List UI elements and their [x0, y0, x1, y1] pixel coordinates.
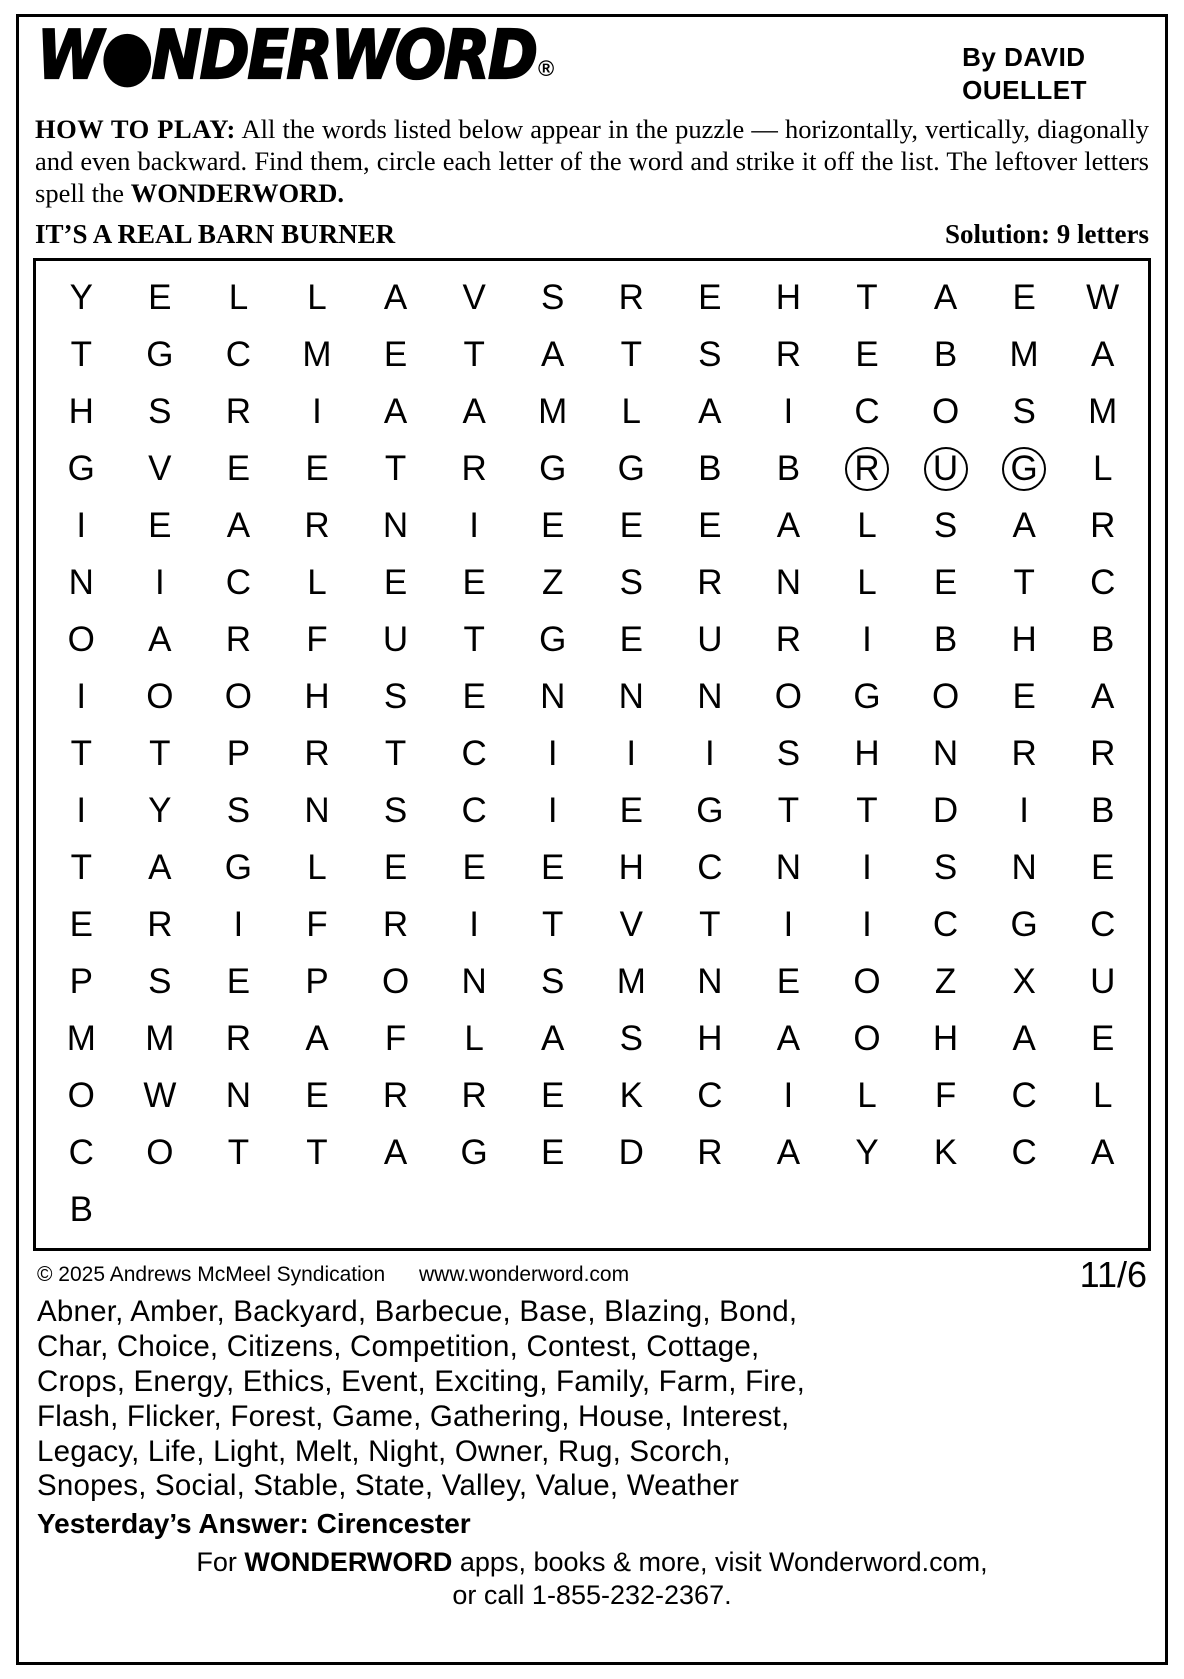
grid-cell[interactable]: O: [67, 1076, 95, 1116]
header: [33, 16, 1151, 106]
grid-cell[interactable]: R: [461, 1076, 487, 1116]
grid-cell[interactable]: E: [462, 677, 486, 717]
grid-cell[interactable]: E: [69, 905, 93, 945]
grid-cell[interactable]: A: [148, 848, 172, 888]
grid-cell[interactable]: Y: [148, 791, 172, 831]
grid-cell[interactable]: S: [619, 1019, 643, 1059]
grid-cell[interactable]: O: [931, 392, 960, 432]
grid-cell[interactable]: G: [696, 791, 724, 831]
grid-cell[interactable]: A: [383, 392, 408, 432]
grid-cell[interactable]: B: [698, 449, 722, 489]
grid-cell[interactable]: A: [1091, 335, 1115, 375]
grid-cell[interactable]: R: [828, 442, 907, 495]
grid-cell[interactable]: H: [1011, 620, 1037, 660]
grid-cell[interactable]: I: [862, 848, 872, 888]
grid-cell[interactable]: O: [381, 962, 410, 1002]
grid-cell[interactable]: G: [460, 1133, 488, 1173]
grid-cell[interactable]: N: [225, 1076, 252, 1116]
yesterdays-answer: Yesterday’s Answer: Cirencester: [37, 1508, 471, 1540]
grid-cell[interactable]: T: [699, 905, 721, 945]
grid-cell[interactable]: S: [226, 791, 251, 831]
grid-cell[interactable]: H: [697, 1019, 723, 1059]
grid-cell[interactable]: V: [462, 278, 486, 318]
grid-cell[interactable]: P: [69, 962, 93, 1002]
footer-post: apps, books & more, visit Wonderword.com,: [452, 1547, 988, 1578]
grid-cell[interactable]: X: [1012, 962, 1036, 1002]
grid-cell[interactable]: M: [66, 1019, 96, 1059]
footer-line-2: or call 1-855-232-2367.: [452, 1579, 732, 1610]
grid-cell[interactable]: N: [775, 563, 802, 603]
grid-cell[interactable]: O: [146, 1133, 174, 1173]
grid-cell[interactable]: C: [225, 335, 252, 375]
grid-cell[interactable]: N: [540, 677, 566, 717]
grid-cell[interactable]: R: [1090, 506, 1116, 546]
puzzle-subheader: [35, 219, 1149, 250]
grid-cell[interactable]: G: [146, 335, 174, 375]
grid-cell[interactable]: I: [783, 905, 794, 945]
grid-cell[interactable]: T: [306, 1133, 328, 1173]
wonderword-logo: W●NDERWORD: [37, 16, 536, 95]
grid-cell[interactable]: E: [698, 506, 722, 546]
grid-cell[interactable]: B: [1091, 620, 1115, 660]
grid-cell[interactable]: T: [777, 791, 800, 831]
grid-cell[interactable]: S: [148, 392, 172, 432]
footer: [33, 1546, 1151, 1611]
grid-cell[interactable]: H: [304, 677, 330, 717]
grid-cell[interactable]: W: [1086, 278, 1120, 318]
grid-cell[interactable]: A: [776, 1133, 801, 1173]
grid-cell[interactable]: R: [1090, 734, 1116, 774]
grid-cell[interactable]: I: [233, 905, 244, 945]
grid-cell[interactable]: E: [148, 506, 172, 546]
grid-cell[interactable]: S: [933, 506, 958, 546]
grid-cell[interactable]: F: [384, 1019, 407, 1059]
grid-cell[interactable]: O: [224, 677, 253, 717]
grid-cell[interactable]: O: [853, 962, 881, 1002]
word-list-line: Char, Choice, Citizens, Competition, Contest, Cottage,: [37, 1330, 760, 1364]
grid-cell[interactable]: E: [1012, 677, 1036, 717]
grid-cell[interactable]: S: [698, 335, 722, 375]
grid-cell[interactable]: S: [383, 791, 408, 831]
letter-grid[interactable]: [42, 271, 1142, 1236]
grid-cell[interactable]: U: [697, 620, 723, 660]
grid-cell[interactable]: L: [307, 278, 327, 318]
grid-cell[interactable]: T: [1013, 563, 1035, 603]
grid-cell[interactable]: M: [302, 335, 332, 375]
word-list-line: Flash, Flicker, Forest, Game, Gathering, House, Interest,: [37, 1399, 790, 1433]
grid-cell[interactable]: S: [541, 278, 565, 318]
grid-cell[interactable]: E: [541, 506, 565, 546]
grid-cell[interactable]: S: [383, 677, 408, 717]
grid-cell[interactable]: R: [304, 506, 330, 546]
letter-grid-container: [33, 258, 1151, 1251]
grid-cell[interactable]: R: [382, 1076, 409, 1116]
grid-cell[interactable]: A: [776, 1019, 801, 1059]
grid-cell[interactable]: K: [933, 1133, 958, 1173]
grid-cell[interactable]: B: [933, 335, 958, 375]
grid-cell[interactable]: R: [775, 620, 802, 660]
grid-cell[interactable]: M: [1009, 335, 1039, 375]
grid-cell[interactable]: R: [225, 1019, 252, 1059]
grid-cell[interactable]: N: [618, 677, 644, 717]
grid-cell[interactable]: E: [305, 449, 329, 489]
how-to-play-text: [35, 114, 1149, 209]
puzzle-title: IT’S A REAL BARN BURNER: [35, 219, 396, 250]
grid-cell[interactable]: E: [619, 791, 643, 831]
grid-cell[interactable]: S: [148, 962, 172, 1002]
grid-cell[interactable]: C: [1090, 905, 1116, 945]
grid-cell[interactable]: I: [76, 791, 87, 831]
grid-cell[interactable]: C: [461, 734, 487, 774]
grid-cell[interactable]: L: [307, 563, 327, 603]
word-list-line: Snopes, Social, Stable, State, Valley, Value, Weather: [37, 1469, 740, 1503]
grid-cell[interactable]: E: [148, 278, 172, 318]
grid-cell[interactable]: I: [783, 392, 794, 432]
grid-cell[interactable]: G: [985, 442, 1064, 495]
grid-cell[interactable]: A: [462, 392, 486, 432]
word-list: [37, 1295, 1147, 1504]
grid-cell[interactable]: A: [541, 335, 565, 375]
footer-line-1: [33, 1546, 1151, 1578]
grid-cell[interactable]: R: [304, 734, 330, 774]
grid-cell[interactable]: A: [305, 1019, 329, 1059]
grid-cell[interactable]: A: [383, 1133, 408, 1173]
grid-cell[interactable]: E: [1091, 848, 1115, 888]
grid-cell[interactable]: L: [228, 278, 249, 318]
grid-cell[interactable]: T: [463, 335, 485, 375]
grid-cell[interactable]: G: [539, 449, 567, 489]
grid-cell[interactable]: T: [70, 848, 92, 888]
grid-cell[interactable]: A: [1012, 506, 1036, 546]
grid-cell[interactable]: B: [776, 449, 801, 489]
grid-cell[interactable]: K: [619, 1076, 643, 1116]
grid-cell[interactable]: T: [463, 620, 485, 660]
grid-cell[interactable]: F: [306, 905, 328, 945]
grid-cell[interactable]: C: [932, 905, 959, 945]
grid-cell[interactable]: L: [857, 1076, 877, 1116]
grid-cell[interactable]: R: [461, 449, 487, 489]
grid-cell[interactable]: R: [697, 1133, 723, 1173]
grid-cell[interactable]: S: [933, 848, 958, 888]
grid-cell[interactable]: G: [67, 449, 95, 489]
word-list-line: Abner, Amber, Backyard, Barbecue, Base, Blazing, Bond,: [37, 1295, 798, 1329]
grid-cell[interactable]: P: [226, 734, 251, 774]
grid-cell[interactable]: C: [461, 791, 487, 831]
grid-cell[interactable]: I: [547, 734, 558, 774]
grid-cell[interactable]: C: [697, 1076, 723, 1116]
grid-cell[interactable]: G: [853, 677, 881, 717]
grid-cell[interactable]: S: [776, 734, 801, 774]
grid-cell[interactable]: A: [1091, 1133, 1115, 1173]
grid-cell[interactable]: T: [70, 335, 92, 375]
word-list-line: Crops, Energy, Ethics, Event, Exciting, Family, Farm, Fire,: [37, 1364, 806, 1398]
grid-cell[interactable]: R: [225, 392, 252, 432]
grid-cell[interactable]: I: [76, 677, 87, 717]
copyright-text: © 2025 Andrews McMeel Syndication: [37, 1263, 386, 1287]
grid-cell[interactable]: E: [698, 278, 722, 318]
grid-cell[interactable]: N: [1011, 848, 1037, 888]
grid-cell[interactable]: A: [776, 506, 801, 546]
grid-cell[interactable]: L: [1092, 449, 1113, 489]
grid-cell[interactable]: I: [469, 506, 479, 546]
grid-cell[interactable]: E: [383, 563, 408, 603]
grid-cell[interactable]: A: [698, 392, 722, 432]
grid-cell[interactable]: E: [1091, 1019, 1115, 1059]
grid-cell[interactable]: T: [856, 278, 878, 318]
grid-cell[interactable]: I: [783, 1076, 794, 1116]
grid-cell[interactable]: R: [382, 905, 409, 945]
grid-cell[interactable]: L: [1092, 1076, 1113, 1116]
grid-cell[interactable]: R: [775, 335, 802, 375]
grid-cell[interactable]: O: [774, 677, 803, 717]
grid-cell[interactable]: M: [1088, 392, 1118, 432]
grid-cell[interactable]: Z: [934, 962, 957, 1002]
grid-cell[interactable]: T: [384, 734, 407, 774]
logo-wrap: [37, 16, 555, 95]
grid-cell[interactable]: C: [854, 392, 880, 432]
grid-cell[interactable]: R: [618, 278, 644, 318]
grid-cell[interactable]: L: [621, 392, 641, 432]
grid-cell[interactable]: I: [547, 791, 558, 831]
grid-cell[interactable]: M: [616, 962, 646, 1002]
grid-cell[interactable]: G: [539, 620, 567, 660]
grid-cell[interactable]: C: [697, 848, 723, 888]
grid-cell[interactable]: E: [619, 506, 643, 546]
grid-cell[interactable]: I: [704, 734, 715, 774]
grid-cell[interactable]: N: [68, 563, 94, 603]
grid-cell[interactable]: T: [542, 905, 564, 945]
grid-cell[interactable]: E: [855, 335, 879, 375]
grid-cell[interactable]: H: [932, 1019, 959, 1059]
registered-trademark-icon: ®: [537, 56, 555, 81]
grid-cell[interactable]: U: [382, 620, 409, 660]
grid-cell[interactable]: H: [618, 848, 644, 888]
grid-cell[interactable]: U: [906, 442, 985, 495]
puzzle-frame: [16, 14, 1168, 1665]
grid-cell[interactable]: O: [146, 677, 174, 717]
grid-cell[interactable]: N: [775, 848, 802, 888]
grid-cell[interactable]: Y: [855, 1133, 879, 1173]
grid-cell[interactable]: E: [305, 1076, 329, 1116]
grid-cell[interactable]: R: [1011, 734, 1037, 774]
grid-cell[interactable]: I: [862, 620, 872, 660]
grid-cell[interactable]: B: [1091, 791, 1115, 831]
grid-cell[interactable]: Y: [69, 278, 93, 318]
grid-cell[interactable]: S: [541, 962, 565, 1002]
grid-cell[interactable]: I: [626, 734, 637, 774]
grid-cell[interactable]: D: [618, 1133, 644, 1173]
grid-cell[interactable]: L: [857, 563, 877, 603]
grid-cell[interactable]: F: [306, 620, 328, 660]
grid-cell[interactable]: T: [620, 335, 642, 375]
grid-cell[interactable]: S: [1012, 392, 1036, 432]
grid-cell[interactable]: E: [383, 335, 408, 375]
grid-cell[interactable]: I: [862, 905, 872, 945]
grid-cell[interactable]: A: [148, 620, 172, 660]
grid-cell[interactable]: E: [541, 848, 565, 888]
website-link[interactable]: www.wonderword.com: [419, 1263, 630, 1287]
grid-cell[interactable]: E: [619, 620, 643, 660]
grid-cell[interactable]: V: [148, 449, 172, 489]
grid-cell[interactable]: E: [226, 449, 251, 489]
grid-cell[interactable]: T: [856, 791, 878, 831]
grid-cell[interactable]: M: [145, 1019, 175, 1059]
word-list-line: Legacy, Life, Light, Melt, Night, Owner, Rug, Scorch,: [37, 1434, 731, 1468]
grid-cell[interactable]: E: [933, 563, 958, 603]
grid-cell[interactable]: N: [304, 791, 330, 831]
grid-cell[interactable]: E: [541, 1133, 565, 1173]
grid-cell[interactable]: E: [462, 848, 486, 888]
grid-cell[interactable]: A: [541, 1019, 565, 1059]
grid-cell[interactable]: N: [697, 677, 723, 717]
grid-cell[interactable]: E: [1012, 278, 1036, 318]
grid-cell[interactable]: I: [469, 905, 479, 945]
grid-cell[interactable]: E: [226, 962, 251, 1002]
grid-cell[interactable]: N: [932, 734, 959, 774]
credits-row: [37, 1254, 1147, 1296]
grid-cell[interactable]: A: [1012, 1019, 1036, 1059]
how-to-play-body: All the words listed below appear in the puzzle — horizontally, vertically, diagonally and even backward. Find them, circle each letter of the word and strike it off the list. The leftover letters spell the: [35, 114, 1149, 208]
grid-cell[interactable]: R: [147, 905, 173, 945]
grid-cell[interactable]: O: [853, 1019, 881, 1059]
grid-cell[interactable]: L: [857, 506, 877, 546]
byline-line-1: By DAVID: [962, 42, 1086, 72]
byline: [962, 29, 1147, 106]
grid-cell[interactable]: U: [1090, 962, 1116, 1002]
grid-cell[interactable]: C: [1011, 1076, 1037, 1116]
grid-cell[interactable]: I: [1019, 791, 1029, 831]
grid-cell[interactable]: G: [224, 848, 253, 888]
grid-cell[interactable]: V: [619, 905, 643, 945]
footer-pre: For: [196, 1547, 245, 1578]
grid-cell[interactable]: R: [225, 620, 252, 660]
grid-cell[interactable]: T: [384, 449, 407, 489]
grid-cell[interactable]: A: [226, 506, 251, 546]
grid-cell[interactable]: C: [68, 1133, 94, 1173]
grid-cell[interactable]: C: [1090, 563, 1116, 603]
grid-cell[interactable]: E: [383, 848, 408, 888]
grid-cell[interactable]: G: [617, 449, 645, 489]
credits-left: [37, 1257, 629, 1287]
grid-cell[interactable]: D: [932, 791, 959, 831]
grid-cell[interactable]: H: [854, 734, 880, 774]
how-to-play-tail: WONDERWORD.: [130, 177, 344, 208]
grid-cell[interactable]: A: [383, 278, 408, 318]
grid-cell[interactable]: I: [76, 506, 87, 546]
grid-cell[interactable]: L: [464, 1019, 484, 1059]
grid-cell[interactable]: F: [934, 1076, 957, 1116]
grid-cell[interactable]: H: [775, 278, 802, 318]
solution-label: Solution: 9 letters: [945, 219, 1149, 250]
grid-cell[interactable]: G: [1010, 905, 1038, 945]
grid-cell[interactable]: E: [541, 1076, 565, 1116]
grid-cell[interactable]: Z: [542, 563, 564, 603]
grid-cell[interactable]: B: [933, 620, 958, 660]
grid-cell[interactable]: I: [154, 563, 165, 603]
grid-cell[interactable]: O: [931, 677, 960, 717]
grid-cell[interactable]: P: [305, 962, 329, 1002]
grid-cell[interactable]: M: [538, 392, 568, 432]
grid-cell[interactable]: C: [225, 563, 252, 603]
grid-cell[interactable]: L: [307, 848, 327, 888]
grid-cell[interactable]: I: [312, 392, 322, 432]
grid-cell[interactable]: T: [227, 1133, 250, 1173]
grid-cell[interactable]: E: [776, 962, 801, 1002]
grid-cell[interactable]: R: [697, 563, 723, 603]
grid-cell[interactable]: B: [69, 1190, 93, 1230]
how-to-play-label: HOW TO PLAY:: [35, 114, 236, 144]
grid-cell[interactable]: T: [149, 734, 171, 774]
grid-cell[interactable]: O: [67, 620, 95, 660]
footer-brand: WONDERWORD: [244, 1547, 453, 1578]
grid-cell[interactable]: W: [143, 1076, 177, 1116]
grid-cell[interactable]: N: [382, 506, 409, 546]
grid-cell[interactable]: N: [697, 962, 723, 1002]
puzzle-date: 11/6: [1079, 1254, 1147, 1296]
grid-cell[interactable]: A: [1091, 677, 1115, 717]
grid-cell[interactable]: A: [933, 278, 958, 318]
grid-cell[interactable]: E: [462, 563, 486, 603]
byline-line-2: OUELLET: [962, 74, 1087, 105]
grid-cell[interactable]: S: [619, 563, 643, 603]
grid-cell[interactable]: H: [68, 392, 94, 432]
grid-cell[interactable]: C: [1011, 1133, 1037, 1173]
grid-cell[interactable]: T: [70, 734, 92, 774]
grid-cell[interactable]: N: [461, 962, 487, 1002]
